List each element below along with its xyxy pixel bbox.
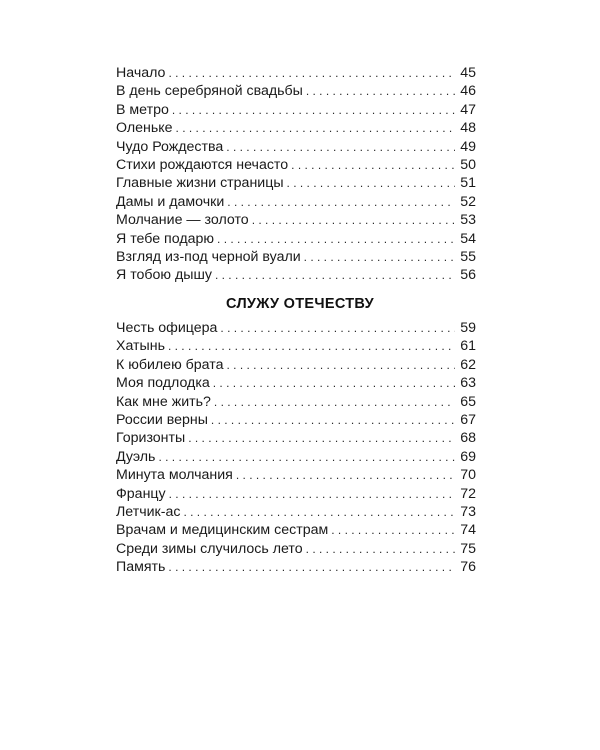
toc-entry (116, 485, 476, 503)
toc-entry (116, 558, 476, 576)
toc-entry (116, 503, 476, 521)
toc-entry-title: Францу (116, 485, 166, 502)
toc-entry (116, 374, 476, 392)
toc-entry-title: Оленьке (116, 120, 173, 137)
toc-entry-page: 51 (460, 175, 476, 192)
dot-leader (236, 466, 455, 484)
toc-entry-page: 65 (460, 393, 476, 410)
dot-leader (169, 485, 455, 503)
toc-entry-page: 62 (460, 356, 476, 373)
toc-entry-page: 76 (460, 559, 476, 576)
toc-entry (116, 230, 476, 248)
toc-entry (116, 356, 476, 374)
toc-entry-page: 69 (460, 448, 476, 465)
dot-leader (252, 211, 455, 229)
toc-entry-title: Честь офицера (116, 320, 218, 336)
dot-leader (306, 540, 455, 558)
dot-leader (226, 138, 455, 156)
toc-entry-page: 61 (460, 338, 476, 355)
toc-entry (116, 101, 476, 119)
toc-entry-page: 59 (460, 320, 476, 336)
dot-leader (172, 101, 455, 119)
toc-entry-page: 67 (460, 411, 476, 428)
toc-list-section-1 (116, 64, 476, 285)
toc-entry (116, 211, 476, 229)
toc-entry-page: 48 (460, 120, 476, 137)
toc-entry-page: 63 (460, 375, 476, 392)
toc-entry-title: Моя подлодка (116, 375, 210, 392)
toc-entry (116, 429, 476, 447)
toc-entry (116, 64, 476, 82)
toc-entry-page: 72 (460, 485, 476, 502)
toc-entry-title: Минута молчания (116, 467, 233, 484)
dot-leader (188, 429, 455, 447)
toc-entry-title: Молчание — золото (116, 212, 249, 229)
toc-entry (116, 521, 476, 539)
toc-entry-page: 73 (460, 503, 476, 520)
toc-entry (116, 248, 476, 266)
toc-entry-page: 45 (460, 65, 476, 81)
toc-entry-page: 55 (460, 248, 476, 265)
dot-leader (168, 558, 455, 576)
toc-entry-title: Летчик-ас (116, 503, 181, 520)
dot-leader (226, 356, 455, 374)
dot-leader (217, 230, 455, 248)
toc-entry-page: 68 (460, 430, 476, 447)
dot-leader (183, 503, 455, 521)
toc-entry (116, 119, 476, 137)
dot-leader (227, 193, 455, 211)
toc-entry-page: 49 (460, 138, 476, 155)
toc-entry-title: Я тебе подарю (116, 230, 215, 247)
toc-entry-title: Главные жизни страницы (116, 175, 284, 192)
toc-entry (116, 393, 476, 411)
toc-entry-page: 46 (460, 83, 476, 100)
dot-leader (306, 82, 455, 100)
toc-entry-title: Дамы и дамочки (116, 193, 225, 210)
toc-entry-title: К юбилею брата (116, 356, 224, 373)
toc-entry (116, 466, 476, 484)
toc-entry-page: 75 (460, 540, 476, 557)
section-heading: СЛУЖУ ОТЕЧЕСТВУ (226, 296, 374, 312)
dot-leader (287, 174, 455, 192)
toc-entry-title: Взгляд из-под черной вуали (116, 248, 301, 265)
dot-leader (168, 64, 455, 82)
toc-entry (116, 266, 476, 284)
dot-leader (291, 156, 455, 174)
toc-entry (116, 193, 476, 211)
toc-entry (116, 82, 476, 100)
toc-entry (116, 319, 476, 337)
toc-entry-title: Горизонты (116, 430, 186, 447)
toc-entry (116, 411, 476, 429)
toc-entry-title: Врачам и медицинским сестрам (116, 522, 329, 539)
toc-entry-page: 52 (460, 193, 476, 210)
toc-list-section-2 (116, 319, 476, 576)
toc-entry (116, 337, 476, 355)
dot-leader (331, 521, 455, 539)
toc-entry-title: Хатынь (116, 338, 165, 355)
dot-leader (214, 393, 455, 411)
toc-entry-page: 47 (460, 101, 476, 118)
toc-entry (116, 138, 476, 156)
toc-entry (116, 540, 476, 558)
toc-entry-title: Чудо Рождества (116, 138, 224, 155)
toc-entry-page: 53 (460, 212, 476, 229)
toc-entry-title: Я тобою дышу (116, 267, 212, 284)
dot-leader (213, 374, 455, 392)
toc-entry (116, 174, 476, 192)
toc-entry-title: Среди зимы случилось лето (116, 540, 303, 557)
toc-entry-page: 54 (460, 230, 476, 247)
toc-entry-page: 74 (460, 522, 476, 539)
toc-entry-title: России верны (116, 411, 208, 428)
toc-entry-page: 56 (460, 267, 476, 284)
dot-leader (211, 411, 455, 429)
toc-entry (116, 156, 476, 174)
dot-leader (176, 119, 455, 137)
toc-entry-title: В день серебряной свадьбы (116, 83, 303, 100)
dot-leader (304, 248, 455, 266)
toc-entry-title: Начало (116, 65, 166, 81)
toc-entry-page: 50 (460, 156, 476, 173)
toc-entry (116, 448, 476, 466)
toc-entry-title: В метро (116, 101, 169, 118)
toc-entry-title: Как мне жить? (116, 393, 211, 410)
dot-leader (168, 337, 455, 355)
toc-entry-title: Стихи рождаются нечасто (116, 156, 289, 173)
dot-leader (215, 266, 455, 284)
toc-entry-title: Память (116, 559, 166, 576)
dot-leader (220, 319, 455, 337)
toc-entry-page: 70 (460, 467, 476, 484)
dot-leader (158, 448, 455, 466)
toc-entry-title: Дуэль (116, 448, 156, 465)
